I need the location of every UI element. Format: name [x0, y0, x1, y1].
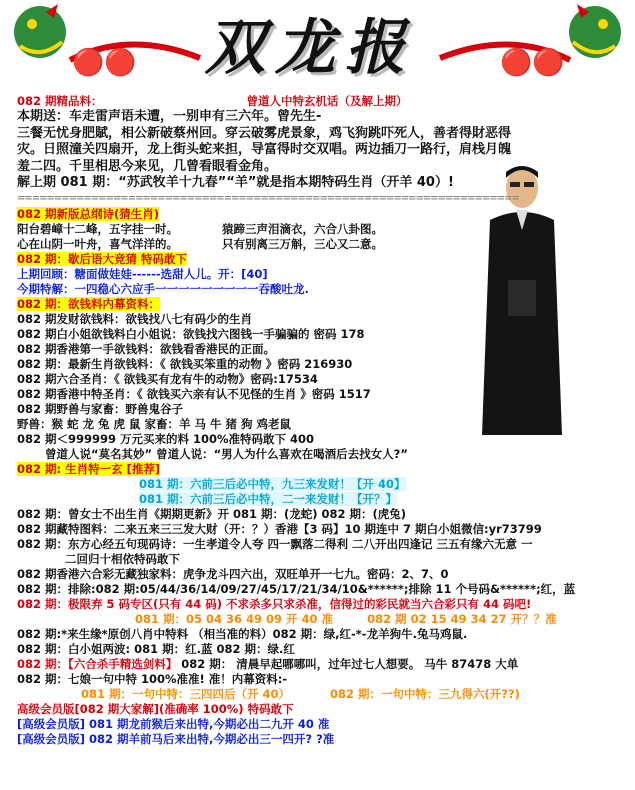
- l7: 082 期新版总纲诗(猜生肖): [17, 206, 160, 221]
- left-red-dots: 🔴🔴: [72, 48, 137, 78]
- l38: 082 期：七娘一句中特 100%准准! 准！内幕资料:-: [17, 671, 288, 686]
- right-red-dots: 🔴🔴: [500, 48, 565, 78]
- l22: 082 期＜999999 万元买来的料 100%准特码敢下 400: [17, 431, 315, 446]
- l37a: 082 期：【六合杀手精选剑料】: [17, 656, 178, 671]
- l40: 高级会员版[082 期大家解](准确率 100%) 特码敢下: [17, 701, 294, 716]
- l36: 082 期：白小姐两波: 081 期：红.蓝 082 期：绿.红: [17, 641, 295, 656]
- l29: 082 期：东方心经五句现码诗：一生孝道令人夸 四一飘落二得利 二八开出四逢记 三五有缘六无意 一: [17, 536, 533, 551]
- l11: 上期回顾：糖面做娃娃------选甜人儿。开：[40]: [17, 266, 268, 281]
- l2: 本期送：车走雷声语未遭，一别申有三六年。曾先生-: [17, 109, 322, 124]
- l24: 082 期: 生肖特一玄 [推荐]: [17, 461, 161, 476]
- right-dragon-icon: [565, 2, 625, 64]
- l37b: 082 期： 清晨早起哪哪叫，过年过七人想要。 马牛 87478 大单: [177, 656, 519, 671]
- left-dragon-icon: [10, 2, 70, 64]
- l8a: 阳台碧嶂十二峰，五字挂一时。: [17, 221, 178, 236]
- l23: 曾道人说“莫名其妙” 曾道人说：“男人为什么喜欢在喝酒后去找女人?”: [45, 446, 408, 461]
- l19: 082 期香港中特圣肖：《 欲钱买六亲有认不见怪的生肖 》密码 1517: [17, 386, 371, 401]
- l41: [高级会员版] 081 期龙前猴后来出特,今期必出二九开 40 准: [17, 716, 330, 731]
- l39b: 082 期：一句中特：三九得六(开??): [330, 686, 520, 701]
- l34a: 081 期：05 04 36 49 09 开 40 准: [135, 611, 334, 626]
- l35: 082 期:*来生缘*原创八肖中特料 （相当准的料）082 期：绿,红-*-龙羊狗牛.兔马鸡鼠.: [17, 626, 468, 641]
- l21: 野兽：猴 蛇 龙 兔 虎 鼠 家畜：羊 马 牛 猪 狗 鸡老鼠: [17, 416, 292, 431]
- l16: 082 期香港第一手欲钱料：欲钱看香港民的正面。: [17, 341, 276, 356]
- l4: 灾。日照潼关四扇开，龙上街头蛇来担，导富得时交双唱。两边插刀一路行，肩栈月魄: [17, 142, 512, 158]
- l13: 082 期：欲钱料内幕资料：: [17, 296, 161, 311]
- l27: 082 期：曾女士不出生肖《期期更新》开 081 期：(龙蛇) 082 期：(虎兔): [17, 506, 407, 521]
- l31: 082 期香港六合彩无藏独家料：虎争龙斗四六出，双旺单开一七九。密码：2、7、0: [17, 566, 449, 581]
- l9a: 心在山阴一叶舟，喜气洋洋的。: [17, 236, 178, 251]
- l33: 082 期：极限弃 5 码专区(只有 44 码) 不求杀多只求杀准，信得过的彩民就当六合彩只有 44 码吧!: [17, 596, 532, 611]
- l12: 今期特解：一四稳心六应手一一一一一一一一一吞酸吐龙.: [17, 281, 309, 296]
- l9b: 只有别离三万斛，三心又二意。: [222, 236, 384, 251]
- l6: 解上期 081 期：“苏武牧羊十九春”“羊”就是指本期特码生肖（开羊 40）!: [17, 175, 454, 191]
- l18: 082 期六合圣肖：《 欲钱买有龙有牛的动物》密码:17534: [17, 371, 318, 386]
- l42: [高级会员版] 082 期羊前马后来出特,今期必出三一四开? ?准: [17, 731, 335, 746]
- l10: 082 期：歇后语大竞猜 特码敢下: [17, 251, 188, 266]
- page-title: 双龙报: [205, 13, 415, 83]
- l25: 081 期：六前三后必中特，九三来发财！【开 40】: [139, 476, 406, 491]
- l15: 082 期白小姐欲钱料白小姐说：欲钱找六图钱一手骗骗的 密码 178: [17, 326, 365, 341]
- l5: 羞二四。千里相思今来见，几曾看眼看金角。: [17, 158, 278, 174]
- l26: 081 期：六前三后必中特，二一来发财！【开？】: [139, 491, 398, 506]
- l14: 082 期发财欲钱料：欲钱找八七有码少的生肖: [17, 311, 253, 326]
- l28: 082 期藏特图料：二来五来三三发大财（开：？）香港【3 码】10 期连中 7 期白小姐微信:yr73799: [17, 521, 542, 536]
- l34b: 082 期 02 15 49 34 27 开？？准: [367, 611, 557, 626]
- l3: 三餐无忧身肥賦，相公新破蔡州回。穿云破雾虎景象，鸡飞狗跳吓死人，善者得財恶得: [17, 125, 512, 141]
- l1-left: 082 期精品料：: [17, 94, 103, 108]
- l30: 二回归十相依特码敢下: [65, 551, 180, 566]
- l20: 082 期野兽与家畜：野兽鬼谷子: [17, 401, 184, 416]
- l32: 082 期：排除:082 期:05/44/36/14/09/27/45/17/21/34/10&******;排除 11 个号码&******;红，蓝: [17, 581, 576, 596]
- separator: ====================================================================: [17, 192, 519, 204]
- l39a: 081 期：一句中特：三四四后（开 40）: [81, 686, 291, 701]
- l17: 082 期：最新生肖欲钱料：《 欲钱买笨重的动物 》密码 216930: [17, 356, 353, 371]
- l8b: 猿蹄三声泪滴衣，六合八卦图。: [222, 221, 384, 236]
- header-banner: [0, 0, 635, 92]
- content-area: [17, 94, 627, 747]
- l1-right: 曾道人中特玄机话（及解上期）: [246, 94, 408, 108]
